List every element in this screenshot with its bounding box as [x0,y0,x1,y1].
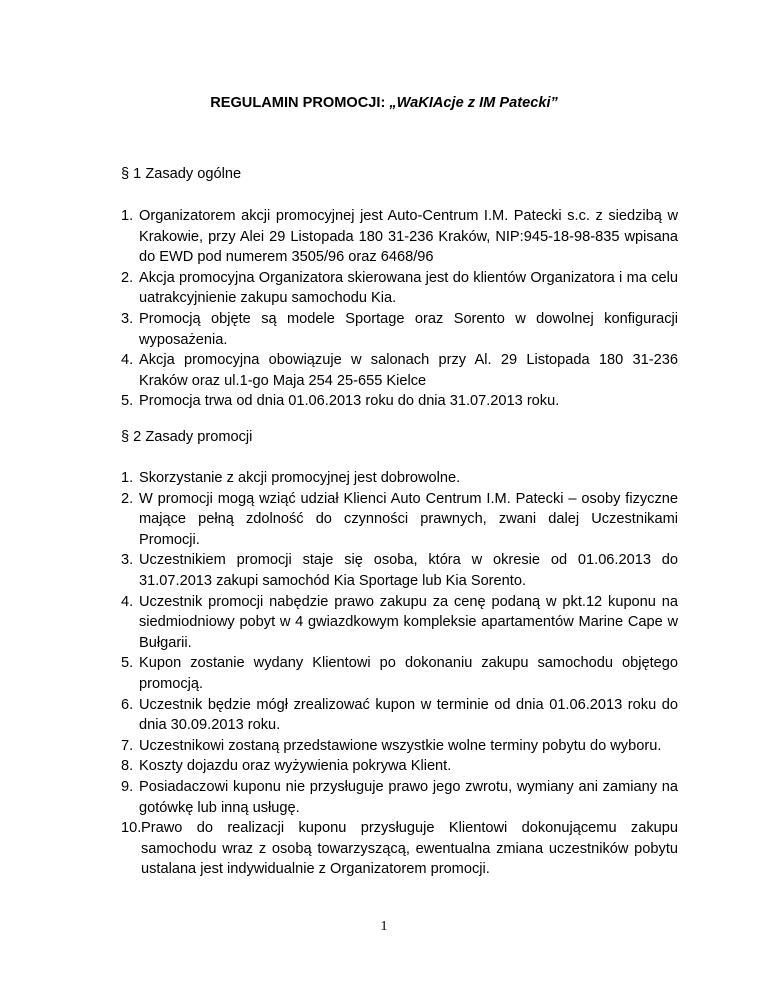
item-text: W promocji mogą wziąć udział Klienci Auto Centrum I.M. Patecki – osoby fizyczne mające pełną zdolność do czynności prawnych, zwani dalej Uczestnikami Promocji. [139,490,678,548]
list-item [121,736,678,757]
list-item [121,756,678,777]
page-title [0,93,768,114]
list-item [121,309,678,350]
item-text: Promocja trwa od dnia 01.06.2013 roku do dnia 31.07.2013 roku. [139,393,560,410]
list-item [121,391,678,412]
item-number: 2. [121,490,134,507]
item-number: 5. [121,393,134,410]
item-text: Uczestnikiem promocji staje się osoba, która w okresie od 01.06.2013 do 31.07.2013 zakupi samochód Kia Sportage lub Kia Sorento. [139,552,678,589]
page-number: 1 [380,919,388,934]
item-number: 1. [121,470,134,486]
item-text: Skorzystanie z akcji promocyjnej jest dobrowolne. [139,470,461,486]
item-text: Akcja promocyjna Organizatora skierowana jest do klientów Organizatora i ma celu uatrakcyjnienie zakupu samochodu Kia. [139,269,678,307]
item-text: Uczestnik będzie mógł zrealizować kupon w terminie od dnia 01.06.2013 roku do dnia 30.09.2013 roku. [139,696,678,734]
item-text: Prawo do realizacji kuponu przysługuje Klientowi dokonującemu zakupu samochodu wraz z osobą towarzyszącą, ewentualna zmiana uczestników pobytu ustalana jest indywidualnie z Organizatorem promocji. [141,820,678,878]
item-number: 5. [121,655,134,672]
item-text: Akcja promocyjna obowiązuje w salonach przy Al. 29 Listopada 180 31-236 Kraków oraz ul.1-go Maja 254 25-655 Kielce [139,352,678,389]
item-number: 1. [121,208,134,224]
list-item [121,592,678,654]
item-text: Promocją objęte są modele Sportage oraz Sorento w dowolnej konfiguracji wyposażenia. [139,310,678,348]
item-number: 4. [121,593,134,610]
item-number: 3. [121,552,134,569]
item-number: 9. [121,778,134,795]
item-text: Koszty dojazdu oraz wyżywienia pokrywa Klient. [139,758,452,775]
list-item [121,350,678,391]
list-item [121,695,678,736]
list-item [121,468,678,489]
section-2-list [121,468,678,880]
list-item [121,550,678,591]
list-item [121,206,678,268]
item-number: 3. [121,310,134,327]
promotion-name: „WaKIAcje z IM Patecki” [389,95,558,111]
section-2-heading: § 2 Zasady promocji [121,429,253,445]
item-number: 7. [121,737,134,754]
section-1-list [121,206,678,412]
item-number: 6. [121,696,134,713]
list-item [121,777,678,818]
item-text: Posiadaczowi kuponu nie przysługuje prawo jego zwrotu, wymiany ani zamiany na gotówkę lub inną usługę. [139,778,678,816]
item-text: Uczestnikowi zostaną przedstawione wszystkie wolne terminy pobytu do wyboru. [139,737,662,754]
title-prefix: REGULAMIN PROMOCJI: [210,95,390,111]
item-number: 4. [121,352,134,369]
item-text: Organizatorem akcji promocyjnej jest Auto-Centrum I.M. Patecki s.c. z siedzibą w Krakowie, przy Alei 29 Listopada 180 31-236 Kraków, NIP:945-18-98-835 wpisana do EWD pod numerem 3505/96 oraz 6468/96 [139,208,678,266]
item-number: 10. [121,820,142,837]
item-text: Kupon zostanie wydany Klientowi po dokonaniu zakupu samochodu objętego promocją. [139,655,678,692]
list-item [121,818,678,880]
list-item [121,489,678,551]
list-item [121,268,678,309]
list-item [121,653,678,694]
item-number: 8. [121,758,134,775]
item-text: Uczestnik promocji nabędzie prawo zakupu za cenę podaną w pkt.12 kuponu na siedmiodniowy pobyt w 4 gwiazdkowym kompleksie apartamentów Marine Cape w Bułgarii. [139,593,678,651]
section-1-heading: § 1 Zasady ogólne [121,166,242,182]
item-number: 2. [121,269,134,286]
